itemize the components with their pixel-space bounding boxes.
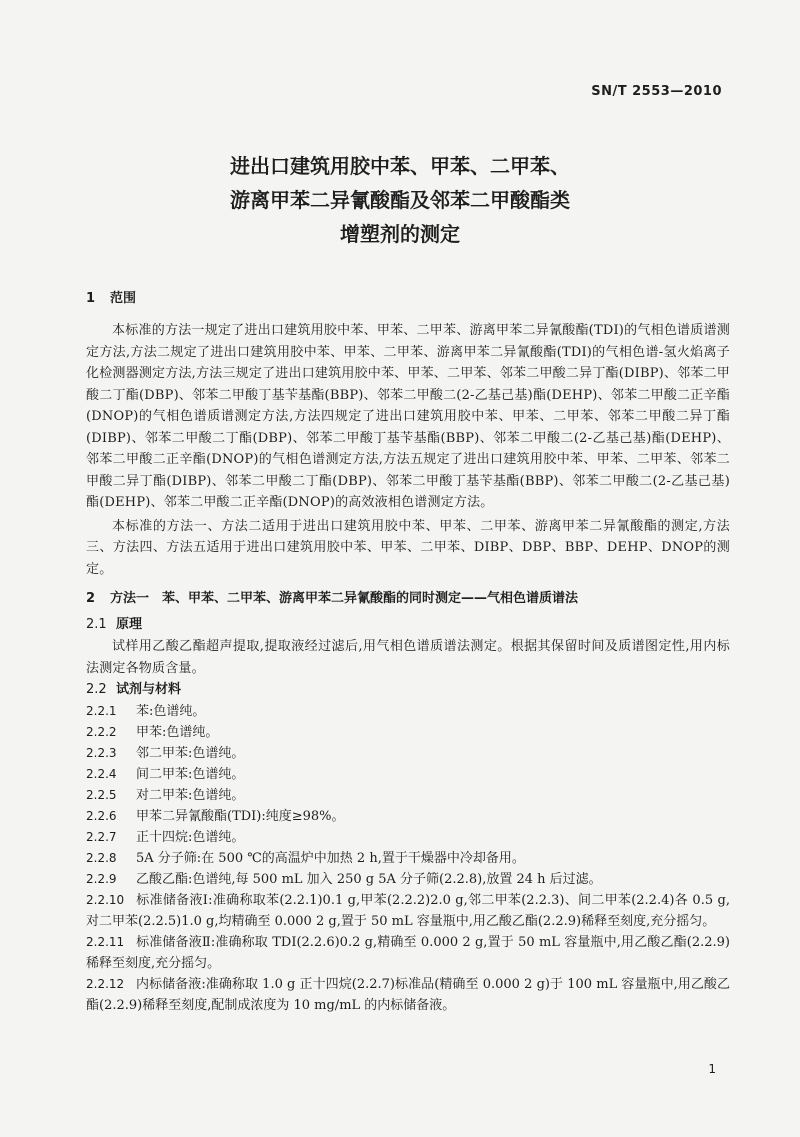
scope-paragraph-1: 本标准的方法一规定了进出口建筑用胶中苯、甲苯、二甲苯、游离甲苯二异氰酸酯(TDI)的气相色谱质谱测定方法,方法二规定了进出口建筑用胶中苯、甲苯、二甲苯、游离甲苯二异氰酸酯(TDI)的气相色谱-氢火焰离子化检测器测定方法,方法三规定了进出口建筑用胶中苯、甲苯、二甲苯、邻苯二甲酸二异丁酯(DIBP)、邻苯二甲酸二丁酯(DBP)、邻苯二甲酸丁基苄基酯(BBP)、邻苯二甲酸二(2-乙基己基)酯(DEHP)、邻苯二甲酸二正辛酯(DNOP)的气相色谱质谱测定方法,方法四规定了进出口建筑用胶中苯、甲苯、二甲苯、邻苯二甲酸二异丁酯(DIBP)、邻苯二甲酸二丁酯(DBP)、邻苯二甲酸丁基苄基酯(BBP)、邻苯二甲酸二(2-乙基己基)酯(DEHP)、邻苯二甲酸二正辛酯(DNOP)的气相色谱测定方法,方法五规定了进出口建筑用胶中苯、甲苯、二甲苯、邻苯二甲酸二异丁酯(DIBP)、邻苯二甲酸二丁酯(DBP)、邻苯二甲酸丁基苄基酯(BBP)、邻苯二甲酸二(2-乙基己基)酯(DEHP)、邻苯二甲酸二正辛酯(DNOP)的高效液相色谱测定方法。 <box>86 323 730 510</box>
item-number: 2.2.1 <box>86 704 117 718</box>
item-text: 5A 分子筛:在 500 ℃的高温炉中加热 2 h,置于干燥器中冷却备用。 <box>136 851 525 866</box>
item-text: 对二甲苯:色谱纯。 <box>136 788 245 803</box>
section-title: 方法一 苯、甲苯、二甲苯、游离甲苯二异氰酸酯的同时测定——气相色谱质谱法 <box>110 591 579 606</box>
subsection-title: 原理 <box>116 617 143 632</box>
document-title <box>0 149 800 251</box>
section-1-heading <box>86 288 730 310</box>
item-text: 间二甲苯:色谱纯。 <box>136 767 245 782</box>
item-text: 内标储备液:准确称取 1.0 g 正十四烷(2.2.7)标准品(精确至 0.000 2 g)于 100 mL 容量瓶中,用乙酸乙酯(2.2.9)稀释至刻度,配制成浓度为 10 mg/mL 的内标储备液。 <box>86 977 730 1013</box>
list-item <box>86 701 730 722</box>
subsection-title: 试剂与材料 <box>116 682 182 697</box>
list-item <box>86 806 730 827</box>
document-body <box>86 288 730 1016</box>
list-item <box>86 869 730 890</box>
item-number: 2.2.6 <box>86 809 117 823</box>
item-text: 标准储备液Ⅰ:准确称取苯(2.2.1)0.1 g,甲苯(2.2.2)2.0 g,邻二甲苯(2.2.3)、间二甲苯(2.2.4)各 0.5 g,对二甲苯(2.2.5)1.0 g,均精确至 0.000 2 g,置于 50 mL 容量瓶中,用乙酸乙酯(2.2.9)稀释至刻度,充分摇匀。 <box>86 893 730 929</box>
list-item <box>86 974 730 1016</box>
subsection-number: 2.2 <box>86 682 107 697</box>
title-line-2: 游离甲苯二异氰酸酯及邻苯二甲酸酯类 <box>230 188 570 212</box>
page-number: 1 <box>708 1062 716 1076</box>
list-item <box>86 932 730 974</box>
list-item <box>86 848 730 869</box>
title-line-3: 增塑剂的测定 <box>340 222 460 246</box>
item-text: 甲苯:色谱纯。 <box>136 725 219 740</box>
item-number: 2.2.8 <box>86 851 117 865</box>
section-number: 2 <box>86 591 96 606</box>
item-text: 标准储备液Ⅱ:准确称取 TDI(2.2.6)0.2 g,精确至 0.000 2 g,置于 50 mL 容量瓶中,用乙酸乙酯(2.2.9)稀释至刻度,充分摇匀。 <box>86 935 730 971</box>
scope-paragraph-2: 本标准的方法一、方法二适用于进出口建筑用胶中苯、甲苯、二甲苯、游离甲苯二异氰酸酯的测定,方法三、方法四、方法五适用于进出口建筑用胶中苯、甲苯、二甲苯、DIBP、DBP、BBP、DEHP、DNOP的测定。 <box>86 518 730 577</box>
item-number: 2.2.7 <box>86 830 117 844</box>
subsection-2-1-heading <box>86 614 730 636</box>
title-line-1: 进出口建筑用胶中苯、甲苯、二甲苯、 <box>230 154 570 178</box>
list-item <box>86 743 730 764</box>
list-item <box>86 890 730 932</box>
item-number: 2.2.10 <box>86 893 125 907</box>
item-text: 乙酸乙酯:色谱纯,每 500 mL 加入 250 g 5A 分子筛(2.2.8),放置 24 h 后过滤。 <box>136 872 602 887</box>
item-number: 2.2.3 <box>86 746 117 760</box>
item-number: 2.2.11 <box>86 935 125 949</box>
standard-code: SN/T 2553—2010 <box>591 84 722 99</box>
item-text: 正十四烷:色谱纯。 <box>136 830 245 845</box>
principle-paragraph: 试样用乙酸乙酯超声提取,提取液经过滤后,用气相色谱质谱法测定。根据其保留时间及质谱图定性,用内标法测定各物质含量。 <box>86 639 730 676</box>
subsection-number: 2.1 <box>86 617 107 632</box>
subsection-2-2-heading <box>86 679 730 701</box>
list-item <box>86 827 730 848</box>
item-text: 邻二甲苯:色谱纯。 <box>136 746 245 761</box>
list-item <box>86 785 730 806</box>
item-number: 2.2.12 <box>86 977 125 991</box>
section-number: 1 <box>86 291 96 306</box>
section-title: 范围 <box>110 291 137 306</box>
item-number: 2.2.4 <box>86 767 117 781</box>
list-item <box>86 722 730 743</box>
item-number: 2.2.2 <box>86 725 117 739</box>
item-text: 苯:色谱纯。 <box>136 704 206 719</box>
item-number: 2.2.9 <box>86 872 117 886</box>
item-number: 2.2.5 <box>86 788 117 802</box>
list-item <box>86 764 730 785</box>
section-2-heading <box>86 588 730 610</box>
item-text: 甲苯二异氰酸酯(TDI):纯度≥98%。 <box>136 809 345 824</box>
